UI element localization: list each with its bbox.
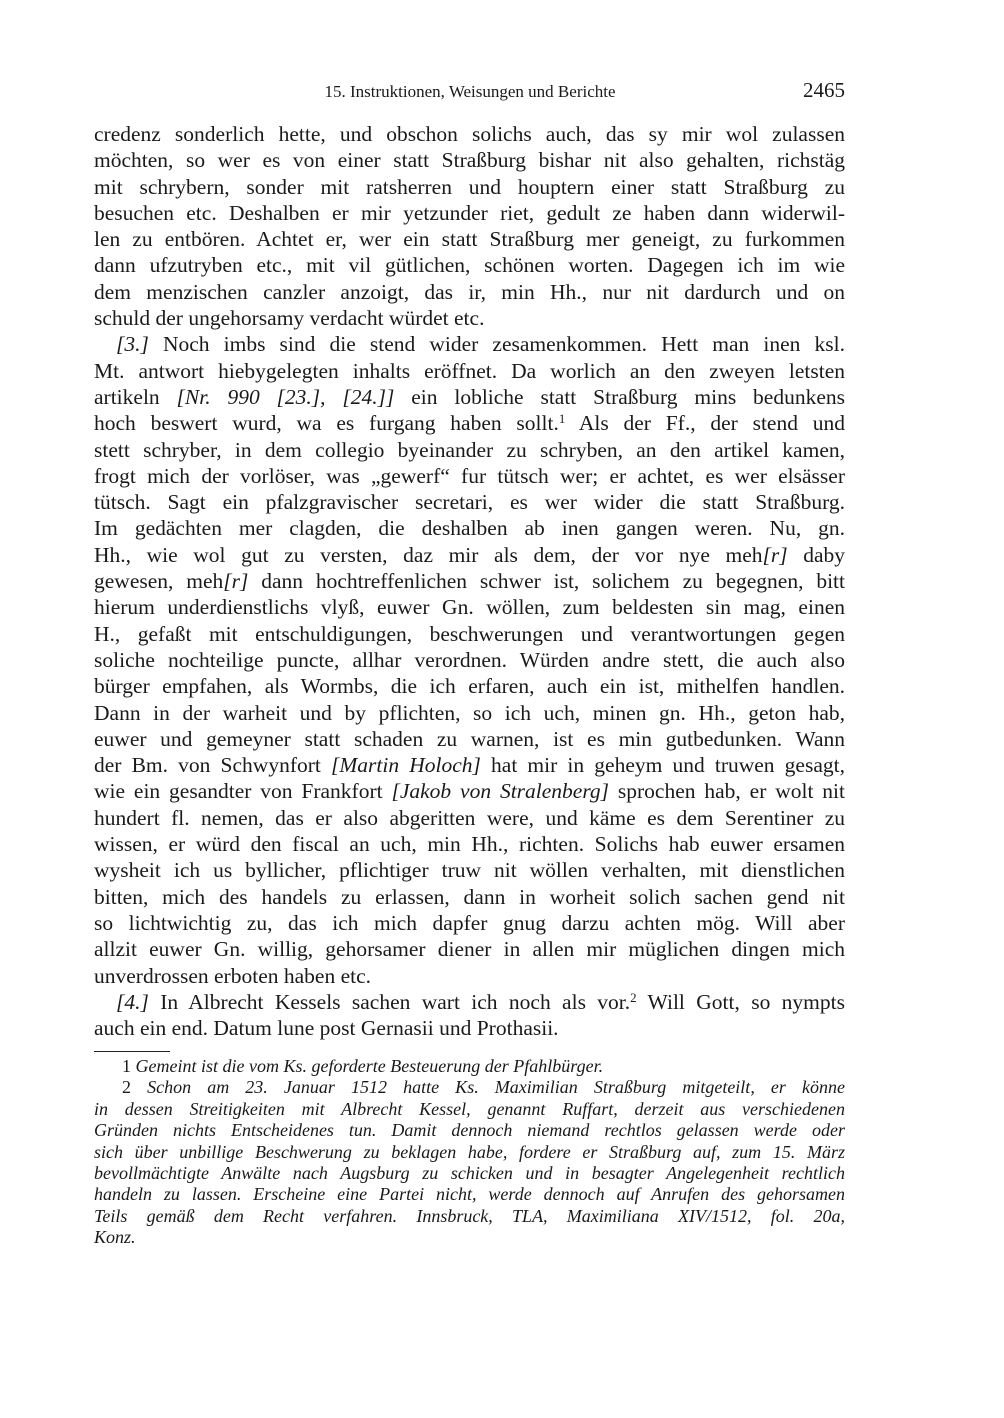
text-line <box>94 489 845 515</box>
text-segment: Mt. antwort hiebygelegten inhalts eröffnet. Da worlich an den zweyen letsten <box>94 358 845 383</box>
text-segment: hoch beswert wurd, wa es furgang haben sollt. <box>94 411 559 436</box>
text-segment: In Albrecht Kessels sachen wart ich noch als vor. <box>148 989 631 1014</box>
running-title: 15. Instruktionen, Weisungen und Berichte <box>324 82 616 101</box>
text-line <box>94 700 845 726</box>
text-segment: möchten, so wer es von einer statt Straßburg bishar nit also gehalten, richstäg <box>94 148 845 173</box>
text-line <box>94 384 845 410</box>
footnote-line <box>94 1206 845 1227</box>
text-line <box>94 279 845 305</box>
text-line <box>94 358 845 384</box>
page-number: 2465 <box>803 78 845 102</box>
text-segment: Will Gott, so nympts <box>636 989 845 1014</box>
text-segment: H., gefaßt mit entschuldigungen, beschwerungen und verantwortungen gegen <box>94 621 845 646</box>
text-segment: [Jakob von Stralenberg] <box>391 779 610 804</box>
footnote-line <box>94 1056 845 1077</box>
text-segment: [Nr. 990 [23.], [24.]] <box>176 384 395 409</box>
text-line <box>94 331 845 357</box>
text-line <box>94 989 845 1015</box>
text-segment: wysheit ich us byllicher, pflichtiger truw nit wöllen verhalten, mit dienstlichen <box>94 858 845 883</box>
text-line <box>94 621 845 647</box>
text-segment: bitten, mich des handels zu erlassen, dann in worheit solich sachen gend nit <box>94 884 845 909</box>
text-line <box>94 515 845 541</box>
text-segment: sprochen hab, er wolt nit <box>609 779 845 804</box>
text-segment: unverdrossen erboten haben etc. <box>94 963 372 988</box>
text-line <box>94 410 845 436</box>
text-segment: ein lobliche statt Straßburg mins bedunkens <box>394 384 845 409</box>
text-line <box>94 226 845 252</box>
text-segment: in dessen Streitigkeiten mit Albrecht Kessel, genannt Ruffart, derzeit aus verschiedenen <box>94 1098 845 1119</box>
main-text <box>94 121 845 1041</box>
text-segment: sich über unbillige Beschwerung zu beklagen habe, fordere er Straßburg auf, zum 15. März <box>94 1141 845 1162</box>
text-segment: Noch imbs sind die stend wider zesamenkommen. Hett man inen ksl. <box>148 332 845 357</box>
text-segment: stett schryber, in dem collegio byeinander zu schryben, an den artikel kamen, <box>94 437 845 462</box>
text-segment: bevollmächtigte Anwälte nach Augsburg zu schicken und in besagter Angelegenheit rechtlich <box>94 1162 845 1183</box>
text-segment: [r] <box>223 569 249 594</box>
text-line <box>94 936 845 962</box>
footnotes <box>94 1056 845 1249</box>
text-segment: tütsch. Sagt ein pfalzgravischer secretari, es wer wider die statt Straßburg. <box>94 490 845 515</box>
text-segment: dann ufzutryben etc., mit vil gütlichen, schönen worten. Dagegen ich im wie <box>94 253 845 278</box>
text-line <box>94 121 845 147</box>
footnote-line <box>94 1099 845 1120</box>
text-line <box>94 568 845 594</box>
footnote-marker: 2 <box>122 1077 131 1098</box>
text-segment: gewesen, meh <box>94 569 224 594</box>
text-segment: Konz. <box>94 1227 136 1248</box>
footnote-line <box>94 1077 845 1098</box>
text-line <box>94 831 845 857</box>
text-line <box>94 252 845 278</box>
text-segment: Hh., wie wol gut zu versten, daz mir als dem, der vor nye meh <box>94 542 763 567</box>
text-line <box>94 305 845 331</box>
text-line <box>94 884 845 910</box>
text-line <box>94 726 845 752</box>
text-line <box>94 200 845 226</box>
text-segment: hundert fl. nemen, das er also abgeritten were, und käme es dem Serentiner zu <box>94 805 845 830</box>
text-segment: handeln zu lassen. Erscheine eine Partei nicht, werde dennoch auf Anrufen des gehorsamen <box>94 1184 845 1205</box>
text-line <box>94 1015 845 1041</box>
text-segment: soliche nochteilige puncte, allhar verordnen. Würden andre stett, die auch also <box>94 647 845 672</box>
text-segment: so lichtwichtig zu, das ich mich dapfer gnug darzu achten mög. Will aber <box>94 910 845 935</box>
text-segment: Als der Ff., der stend und <box>565 411 845 436</box>
text-line <box>94 463 845 489</box>
text-segment: daby <box>787 542 845 567</box>
text-segment: Im gedächten mer clagden, die deshalben ab inen gangen weren. Nu, gn. <box>94 516 845 541</box>
footnote-line <box>94 1184 845 1205</box>
footnote-line <box>94 1163 845 1184</box>
text-segment: Schon am 23. Januar 1512 hatte Ks. Maximilian Straßburg mitgeteilt, er könne <box>131 1077 845 1098</box>
text-segment: hat mir in geheym und truwen gesagt, <box>480 753 845 778</box>
text-segment: auch ein end. Datum lune post Gernasii und Prothasii. <box>94 1016 559 1041</box>
text-line <box>94 647 845 673</box>
text-segment: len zu entbören. Achtet er, wer ein statt Straßburg mer geneigt, zu furkommen <box>94 227 845 252</box>
text-segment: allzit euwer Gn. willig, gehorsamer diener in allen mir müglichen dingen mich <box>94 937 845 962</box>
text-segment: euwer und gemeyner statt schaden zu warnen, ist es min gutbedunken. Wann <box>94 726 845 751</box>
text-segment: [3.] <box>116 332 149 357</box>
text-segment: wie ein gesandter von Frankfort <box>94 779 392 804</box>
text-line <box>94 594 845 620</box>
footnote-divider <box>94 1051 170 1052</box>
text-segment: Gründen nichts Entscheidenes tun. Damit dennoch niemand rechtlos gelassen werde oder <box>94 1120 845 1141</box>
text-line <box>94 910 845 936</box>
text-line <box>94 673 845 699</box>
text-segment: der Bm. von Schwynfort <box>94 753 331 778</box>
text-line <box>94 542 845 568</box>
text-line <box>94 857 845 883</box>
text-line <box>94 437 845 463</box>
footnote-marker: 1 <box>122 1056 131 1076</box>
text-line <box>94 963 845 989</box>
text-segment: bürger empfahen, als Wormbs, die ich erfaren, auch ein ist, mithelfen handlen. <box>94 674 845 699</box>
text-line <box>94 147 845 173</box>
text-line <box>94 805 845 831</box>
text-segment: credenz sonderlich hette, und obschon solichs auch, das sy mir wol zulassen <box>94 122 845 146</box>
text-segment: Dann in der warheit und by pflichten, so ich uch, minen gn. Hh., geton hab, <box>94 700 845 725</box>
text-segment: wissen, er würd den fiscal an uch, min Hh., richten. Solichs hab euwer ersamen <box>94 832 845 857</box>
text-segment: frogt mich der vorlöser, was „gewerf“ fur tütsch wer; er achtet, es wer elsässer <box>94 463 845 488</box>
text-segment: mit schrybern, sonder mit ratsherren und houptern einer statt Straßburg zu <box>94 174 845 199</box>
text-segment: artikeln <box>94 384 177 409</box>
text-segment: dem menzischen canzler anzoigt, das ir, min Hh., nur nit dardurch und on <box>94 279 845 304</box>
footnote-line <box>94 1120 845 1141</box>
text-segment: schuld der ungehorsamy verdacht würdet etc. <box>94 306 485 331</box>
text-line <box>94 778 845 804</box>
text-segment: Gemeint ist die vom Ks. geforderte Besteuerung der Pfahlbürger. <box>131 1056 604 1076</box>
footnote-line <box>94 1142 845 1163</box>
text-segment: dann hochtreffenlichen schwer ist, solichem zu begegnen, bitt <box>248 569 845 594</box>
text-segment: [r] <box>762 542 788 567</box>
text-line <box>94 174 845 200</box>
text-segment: [4.] <box>116 989 149 1014</box>
text-segment: Teils gemäß dem Recht verfahren. Innsbruck, TLA, Maximiliana XIV/1512, fol. 20a, <box>94 1205 845 1226</box>
footnote-marker: 1 <box>558 412 566 427</box>
text-line <box>94 752 845 778</box>
text-segment: besuchen etc. Deshalben er mir yetzunder riet, gedult ze haben dann widerwil- <box>94 200 845 225</box>
footnote-marker: 2 <box>630 990 637 1005</box>
footnote-line <box>94 1227 845 1248</box>
text-segment: hierum underdienstlichs vlyß, euwer Gn. wöllen, zum beldesten sin mag, einen <box>94 595 845 620</box>
text-segment: [Martin Holoch] <box>331 753 481 778</box>
